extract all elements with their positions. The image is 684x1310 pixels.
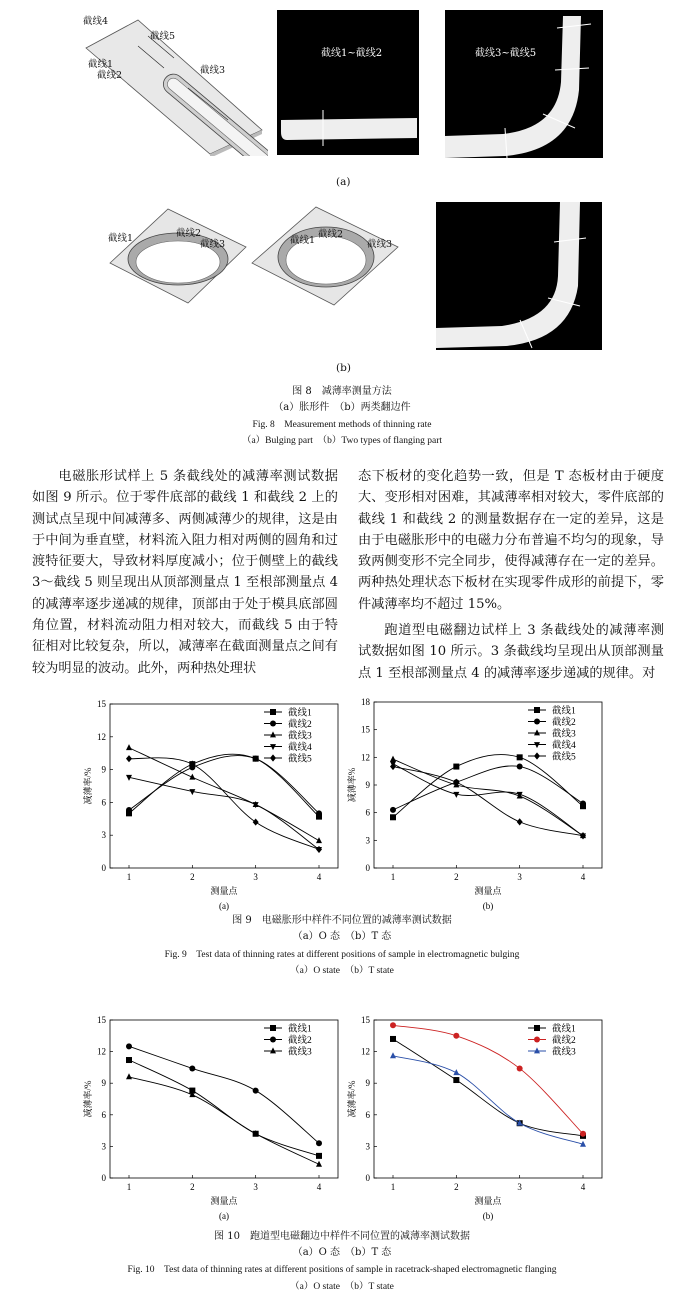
y-tick-label: 15: [97, 1015, 106, 1025]
legend-entry: [264, 1046, 312, 1058]
y-tick-label: 9: [101, 1078, 106, 1089]
paragraph: 电磁胀形试样上 5 条截线处的减薄率测试数据如图 9 所示。位于零件底部的截线 1 和截线 2 上的测试点呈现中间减薄多、两侧减薄少的规律，这是由于中间为垂直壁，材料流入阻力相对两侧的圆角和过渡特征要大，导致材料厚度减小；位于侧壁上的截线 3～截线 5 则呈现出从顶部测量点 1 至根部测量点 4 的减薄率逐步递减的规律，顶部由于处于模具底部圆角位置，材料流动阻力相对较大，而截线 5 由于特征相对比较复杂，所以，减薄率在截面测量点之间有较为明显的波动。此外，两种热处理状: [32, 469, 338, 676]
series-line: [129, 1060, 319, 1156]
paragraph: 态下板材的变化趋势一致，但是 T 态板材由于硬度大、变形相对困难，其减薄率相对较大，零件底部的截线 1 和截线 2 的测量数据存在一定的差异，这是由于电磁胀形中的电磁力分布普遍不均匀的现象，导致两侧变形不完全同步，使得减薄存在一定的差异。两种热处理状态下板材在实现零件成形的前提下，零件减薄率均不超过 15%。: [358, 469, 664, 612]
data-point: [453, 764, 459, 770]
section-label: 截线4: [83, 16, 109, 27]
legend-label: 截线1: [552, 1024, 576, 1035]
chart-fig9b: [344, 694, 612, 912]
fig9-caption-en: Fig. 9 Test data of thinning rates at different positions of sample in electromagnetic bulging: [164, 950, 520, 960]
fig8-caption-en-sub: （a）Bulging part （b）Two types of flanging part: [241, 436, 443, 446]
y-tick-label: 9: [365, 780, 370, 790]
body-text-right: [358, 466, 664, 684]
data-point: [390, 814, 396, 820]
section-label: 截线3: [200, 65, 226, 76]
data-point: [189, 1065, 195, 1071]
data-point: [534, 707, 540, 713]
series-2: [126, 756, 322, 817]
data-point: [316, 1153, 322, 1159]
legend-label: 截线4: [288, 743, 312, 753]
x-tick-label: 4: [580, 1182, 586, 1192]
data-point: [253, 756, 259, 762]
legend-label: 截线2: [552, 718, 576, 728]
y-tick-label: 3: [101, 830, 106, 841]
chart-fig10b: [344, 1012, 612, 1222]
x-axis-label: 测量点: [474, 886, 502, 896]
y-axis-label: 减薄率/%: [347, 1080, 357, 1118]
data-point: [126, 807, 132, 813]
y-tick-label: 6: [365, 807, 370, 818]
y-tick-label: 18: [361, 697, 370, 707]
legend-label: 截线2: [288, 720, 312, 730]
y-tick-label: 3: [365, 835, 370, 846]
data-point: [390, 756, 396, 762]
legend-entry: [528, 728, 576, 740]
x-tick-label: 2: [454, 872, 459, 882]
section-label: 截线2: [176, 228, 202, 239]
x-tick-label: 2: [454, 1182, 459, 1192]
x-tick-label: 2: [190, 1182, 195, 1192]
fig8-caption-cn-sub: （a）胀形件 （b）两类翻边件: [273, 402, 411, 413]
y-tick-label: 6: [101, 1109, 106, 1120]
legend-label: 截线3: [288, 731, 312, 742]
series-line: [129, 1046, 319, 1143]
fig8-caption-en: Fig. 8 Measurement methods of thinning rate: [252, 420, 432, 430]
series-1: [390, 754, 586, 820]
x-tick-label: 1: [126, 872, 132, 882]
legend-label: 截线2: [288, 1036, 312, 1046]
legend-label: 截线3: [552, 1047, 576, 1058]
data-point: [390, 807, 396, 813]
section-photo-3-5: [445, 10, 603, 158]
legend-entry: [264, 730, 312, 742]
legend-label: 截线1: [288, 708, 312, 719]
legend-entry: [528, 1034, 576, 1046]
data-point: [253, 1088, 259, 1094]
subfigure-label: (a): [219, 901, 229, 911]
data-point: [453, 1033, 459, 1039]
fig9-caption-cn: 图 9 电磁胀形中样件不同位置的减薄率测试数据: [232, 915, 452, 926]
y-tick-label: 3: [365, 1141, 370, 1152]
section-label: 截线1: [108, 233, 134, 244]
x-tick-label: 1: [126, 1182, 132, 1192]
section-label: 截线1: [290, 235, 316, 246]
data-point: [390, 1036, 396, 1042]
x-tick-label: 3: [517, 1182, 522, 1192]
data-point: [270, 1025, 276, 1031]
data-point: [126, 1057, 132, 1063]
series-line: [393, 764, 583, 836]
x-tick-label: 2: [190, 872, 195, 882]
data-point: [270, 744, 276, 750]
legend-label: 截线1: [552, 706, 576, 717]
data-point: [270, 754, 276, 761]
data-point: [390, 1052, 396, 1058]
section-photo-flanging: [436, 202, 602, 350]
data-point: [390, 763, 396, 770]
data-point: [534, 729, 540, 735]
legend-label: 截线3: [552, 729, 576, 740]
series-4: [390, 761, 586, 839]
series-5: [390, 763, 586, 839]
data-point: [270, 731, 276, 737]
flanging-part-round-drawing: [250, 203, 400, 307]
x-tick-label: 4: [316, 1182, 322, 1192]
legend-entry: [264, 753, 312, 765]
x-tick-label: 1: [390, 872, 396, 882]
x-tick-label: 4: [316, 872, 322, 882]
section-label: 截线2: [318, 229, 344, 240]
y-tick-label: 15: [361, 1015, 370, 1025]
fig10-caption-en: Fig. 10 Test data of thinning rates at different positions of sample in racetrack-shaped electromagnetic flanging: [127, 1265, 557, 1275]
legend-entry: [528, 1046, 576, 1058]
subfigure-label: (b): [482, 901, 494, 911]
legend-entry: [264, 1023, 312, 1035]
data-point: [270, 709, 276, 715]
fig10-caption-en-sub: （a）O state （b）T state: [290, 1282, 394, 1292]
section-label: 截线2: [97, 70, 123, 81]
data-point: [270, 1037, 276, 1043]
y-tick-label: 0: [365, 863, 370, 873]
legend-entry: [528, 739, 576, 751]
data-point: [316, 1140, 322, 1146]
section-label: 截线5: [150, 31, 176, 42]
body-text-left: [32, 466, 338, 679]
x-axis-label: 测量点: [210, 1196, 238, 1206]
data-point: [126, 755, 132, 762]
series-3: [390, 756, 586, 839]
legend-label: 截线3: [288, 1047, 312, 1058]
y-tick-label: 12: [361, 1046, 370, 1057]
data-point: [534, 742, 540, 748]
data-point: [126, 744, 132, 750]
subfigure-label: (a): [336, 176, 351, 188]
legend-entry: [528, 1023, 576, 1035]
data-point: [517, 1065, 523, 1071]
data-point: [316, 846, 322, 853]
x-axis-label: 测量点: [210, 886, 238, 896]
data-point: [534, 752, 540, 759]
legend-entry: [264, 707, 312, 719]
photo-profile: [436, 202, 602, 350]
y-tick-label: 12: [361, 752, 370, 763]
x-tick-label: 1: [390, 1182, 396, 1192]
y-tick-label: 6: [101, 797, 106, 808]
y-axis-label: 减薄率/%: [83, 767, 93, 805]
x-tick-label: 3: [517, 872, 522, 882]
data-point: [390, 1022, 396, 1028]
legend-label: 截线5: [552, 752, 576, 763]
data-point: [453, 1077, 459, 1083]
x-tick-label: 3: [253, 1182, 258, 1192]
data-point: [580, 800, 586, 806]
series-line: [393, 755, 583, 818]
data-point: [270, 1047, 276, 1053]
legend-label: 截线1: [288, 1024, 312, 1035]
fig10-caption-cn-sub: （a）O 态 （b）T 态: [292, 1247, 392, 1258]
data-point: [517, 818, 523, 825]
series-line: [129, 758, 319, 850]
data-point: [517, 764, 523, 770]
legend-entry: [264, 1034, 312, 1046]
data-point: [534, 719, 540, 725]
y-tick-label: 0: [365, 1173, 370, 1183]
paragraph: 跑道型电磁翻边试样上 3 条截线处的减薄率测试数据如图 10 所示。3 条截线均呈现出从顶部测量点 1 至根部测量点 4 的减薄率逐步递减的规律。对: [358, 623, 664, 681]
legend-entry: [264, 718, 312, 730]
data-point: [580, 832, 586, 839]
data-point: [253, 818, 259, 825]
y-tick-label: 3: [101, 1141, 106, 1152]
legend-entry: [528, 751, 576, 763]
photo-label: 截线3~截线5: [475, 48, 537, 59]
y-axis-label: 减薄率%: [347, 767, 357, 803]
flanging-part-racetrack-drawing: [108, 205, 248, 305]
series-line: [393, 1056, 583, 1144]
fig10-caption-cn: 图 10 跑道型电磁翻边中样件不同位置的减薄率测试数据: [214, 1231, 470, 1242]
y-tick-label: 0: [101, 863, 106, 873]
data-point: [534, 1047, 540, 1053]
x-axis-label: 测量点: [474, 1196, 502, 1206]
data-point: [316, 837, 322, 843]
section-label: 截线3: [200, 239, 226, 250]
chart-fig10a: [80, 1012, 348, 1222]
y-tick-label: 6: [365, 1109, 370, 1120]
photo-label: 截线1~截线2: [321, 48, 383, 59]
data-point: [126, 1043, 132, 1049]
section-photo-1-2: [277, 10, 419, 155]
y-tick-label: 12: [97, 731, 106, 742]
fig9-caption-en-sub: （a）O state （b）T state: [290, 966, 394, 976]
data-point: [534, 1037, 540, 1043]
series-5: [126, 755, 322, 853]
series-line: [393, 767, 583, 836]
data-point: [126, 1073, 132, 1079]
data-point: [534, 1025, 540, 1031]
legend-entry: [264, 741, 312, 753]
data-point: [270, 721, 276, 727]
data-point: [580, 1131, 586, 1137]
section-label: 截线3: [367, 239, 393, 250]
y-tick-label: 9: [101, 764, 106, 775]
chart-fig9a: [80, 696, 348, 912]
section-label: 截线1: [88, 59, 114, 70]
y-tick-label: 9: [365, 1078, 370, 1089]
fig8-caption-cn: 图 8 减薄率测量方法: [292, 386, 392, 397]
legend-entry: [528, 716, 576, 728]
y-tick-label: 0: [101, 1173, 106, 1183]
y-tick-label: 12: [97, 1046, 106, 1057]
legend-label: 截线4: [552, 741, 576, 751]
y-tick-label: 15: [361, 724, 370, 735]
series-1: [126, 1057, 322, 1159]
legend-label: 截线2: [552, 1036, 576, 1046]
photo-profile: [445, 10, 603, 158]
data-point: [316, 810, 322, 816]
subfigure-label: (b): [482, 1211, 494, 1221]
data-point: [517, 754, 523, 760]
x-tick-label: 3: [253, 872, 258, 882]
legend-label: 截线5: [288, 754, 312, 765]
subfigure-label: (b): [336, 362, 351, 374]
legend-entry: [528, 705, 576, 717]
series-line: [129, 1077, 319, 1164]
y-axis-label: 减薄率/%: [83, 1080, 93, 1118]
series-2: [126, 1043, 322, 1146]
x-tick-label: 4: [580, 872, 586, 882]
y-tick-label: 15: [97, 699, 106, 709]
subfigure-label: (a): [219, 1211, 229, 1221]
photo-profile: [277, 10, 419, 155]
fig9-caption-cn-sub: （a）O 态 （b）T 态: [292, 931, 392, 942]
